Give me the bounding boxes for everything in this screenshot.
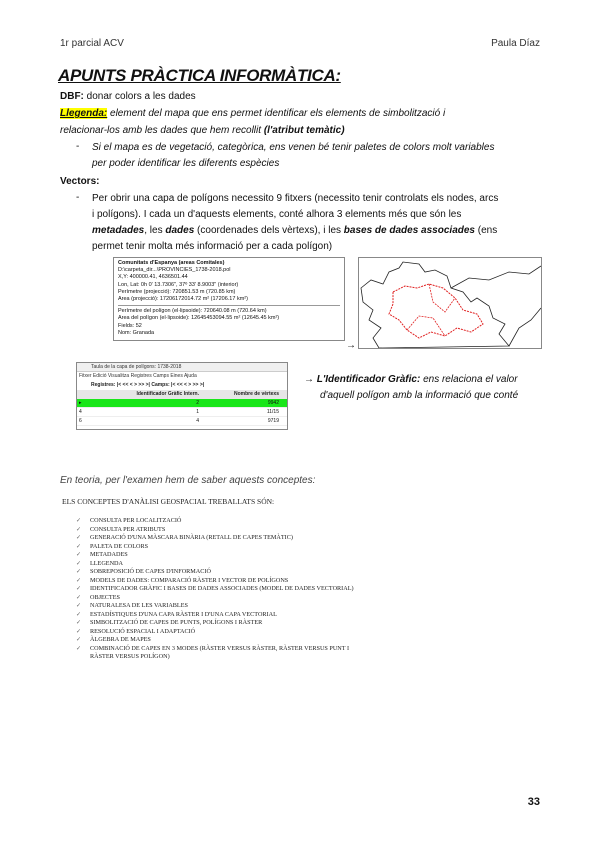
legend-text-1: element del mapa que ens permet identificar els elements de simbolització i (107, 108, 446, 119)
column-header-vertices: Nombre de vèrtexs (233, 391, 279, 397)
legend-attribute: (l'atribut temàtic) (263, 125, 345, 136)
check-icon: ✓ (76, 619, 82, 626)
vectors-line-3: metadades, les dades (coordenades dels vèrtexs), i les bases de dades associades (ens (92, 225, 498, 236)
bullet-dash: - (76, 192, 80, 203)
arrow-icon: → (346, 340, 356, 351)
list-item: ✓ SIMBOLITZACIÓ DE CAPES DE PUNTS, POLÍGONS I RÀSTER (76, 619, 263, 626)
info-line: Àrea del polígon (el·lipsoide): 12645453094.55 m² (12645.45 km²) (118, 315, 280, 322)
info-line: Perímetre (projecció): 720851.53 m (720.85 km) (118, 288, 236, 295)
polygon-info-window (113, 257, 345, 341)
theory-note: En teoria, per l'examen hem de saber aquests conceptes: (60, 475, 316, 486)
vectors-line-4: permet tenir molta més informació per a cada polígon) (92, 241, 333, 252)
header-left: 1r parcial ACV (60, 38, 124, 49)
dades-term: dades (165, 225, 195, 236)
check-icon: ✓ (76, 525, 82, 533)
table-toolbar: Registres: |< << < > >> >| Camps: |< << < > >> >| (91, 382, 205, 388)
bases-term: bases de dades associades (343, 225, 475, 236)
concepts-list (76, 517, 496, 662)
info-line: X,Y: 400000.41, 4636501.44 (118, 274, 188, 281)
list-item: ✓ PALETA DE COLORS (76, 542, 149, 550)
legend-term: Llegenda: (60, 108, 108, 119)
check-icon: ✓ (76, 636, 82, 643)
check-icon: ✓ (76, 627, 82, 635)
info-line: Lon, Lat: 0h 0' 13.7306", 37º 33' 8.9003" (interior) (118, 281, 239, 288)
legend-text-2: relacionar-los amb les dades que hem recollit (60, 125, 264, 136)
identificador-line-2: d'aquell polígon amb la informació que conté (320, 390, 519, 401)
check-icon: ✓ (76, 610, 82, 618)
info-line: Àrea (projecció): 17206172014.72 m² (17206.17 km²) (118, 296, 248, 303)
vectors-line-1: Per obrir una capa de polígons necessito 9 fitxers (necessito tenir controlats els nodes, arcs (92, 193, 499, 204)
page-number: 33 (527, 796, 540, 808)
legend-bullet-1: Si el mapa es de vegetació, categòrica, ens venen bé tenir paletes de colors molt variables (92, 142, 495, 153)
check-icon: ✓ (76, 517, 82, 524)
table-window-title: Taula de la capa de polígons: 1738-2018 (77, 363, 287, 372)
table-row: ▸ 2 9942 (77, 399, 287, 408)
info-line: D:\carpeta_dir...\PROVINCIES_1738-2018.pol (118, 267, 231, 274)
legend-line-1 (60, 107, 445, 121)
list-item: ✓ GENERACIÓ D'UNA MÀSCARA BINÀRIA (RETALL DE CAPES TEMÀTIC) (76, 534, 293, 541)
check-icon: ✓ (76, 585, 82, 592)
table-row: 4 1 11/15 (77, 408, 287, 417)
legend-bullet-2: per poder identificar les diferents espècies (92, 158, 280, 169)
check-icon: ✓ (76, 559, 82, 567)
list-item: ✓ MODELS DE DADES: COMPARACIÓ RÀSTER I VECTOR DE POLÍGONS (76, 576, 289, 584)
list-item: ✓ NATURALESA DE LES VARIABLES (76, 602, 188, 609)
table-row: 6 4 9719 (77, 417, 287, 426)
dbf-line (60, 90, 196, 104)
arrow-icon: → (304, 374, 314, 385)
concepts-title: ELS CONCEPTES D'ANÀLISI GEOSPACIAL TREBALLATS SÓN: (62, 497, 275, 506)
header-right: Paula Díaz (491, 38, 540, 49)
list-item: ✓ COMBINACIÓ DE CAPES EN 3 MODES (RÀSTER VERSUS RÀSTER, RÀSTER VERSUS PUNT I (76, 644, 350, 652)
list-item: ✓ LLEGENDA (76, 559, 123, 567)
list-item-continuation: RÀSTER VERSUS POLÍGON) (90, 653, 170, 660)
list-item: ✓ ESTADÍSTIQUES D'UNA CAPA RÀSTER I D'UNA CAPA VECTORIAL (76, 610, 277, 618)
map-thumbnail (358, 257, 542, 349)
info-line: Nom: Granada (118, 329, 155, 336)
page-title: APUNTS PRÀCTICA INFORMÀTICA: (58, 66, 341, 85)
dbf-label: DBF: (60, 91, 84, 102)
check-icon: ✓ (76, 542, 82, 550)
check-icon: ✓ (76, 602, 82, 609)
bullet-dash: - (76, 141, 80, 152)
table-header (77, 390, 287, 399)
vectors-line-2: i polígons). I cada un d'aquests elements, conté alhora 3 elements més que són les (92, 209, 462, 220)
check-icon: ✓ (76, 551, 82, 558)
list-item: ✓ CONSULTA PER LOCALITZACIÓ (76, 517, 182, 524)
info-line: Fields: 52 (118, 322, 142, 329)
legend-line-2 (60, 124, 345, 138)
list-item: ✓ RESOLUCIÓ ESPACIAL I ADAPTACIÓ (76, 627, 196, 635)
check-icon: ✓ (76, 576, 82, 584)
vectors-heading: Vectors: (60, 176, 100, 187)
column-header-id: Identificador Gràfic Intern. (136, 391, 199, 397)
list-item: ✓ ÀLGEBRA DE MAPES (76, 636, 151, 643)
list-item: ✓ IDENTIFICADOR GRÀFIC I BASES DE DADES ASSOCIADES (MODEL DE DADES VECTORIAL) (76, 585, 354, 592)
info-line: Perímetre del polígon (el·lipsoide): 720640.08 m (720.64 km) (118, 308, 267, 315)
check-icon: ✓ (76, 568, 82, 575)
identificador-term: L'Identificador Gràfic: (316, 374, 421, 385)
check-icon: ✓ (76, 534, 82, 541)
table-menu-bar: Fitxer Edició Visualitza Registres Camps Eines Ajuda (79, 373, 197, 379)
dbf-text: donar colors a les dades (83, 91, 196, 102)
info-divider (118, 305, 340, 306)
list-item: ✓ OBJECTES (76, 593, 120, 601)
list-item: ✓ SOBREPOSICIÓ DE CAPES D'INFORMACIÓ (76, 568, 211, 575)
attribute-table-window (76, 362, 288, 430)
identificador-line-1: → L'Identificador Gràfic: ens relaciona el valor (304, 374, 518, 385)
list-item: ✓ CONSULTA PER ATRIBUTS (76, 525, 166, 533)
polygon-map-image (359, 258, 542, 349)
metadades-term: metadades (92, 225, 145, 236)
info-line: Comunitats d'Espanya (areas Comitales) (118, 260, 225, 266)
list-item: ✓ METADADES (76, 551, 128, 558)
check-icon: ✓ (76, 593, 82, 601)
check-icon: ✓ (76, 644, 82, 652)
